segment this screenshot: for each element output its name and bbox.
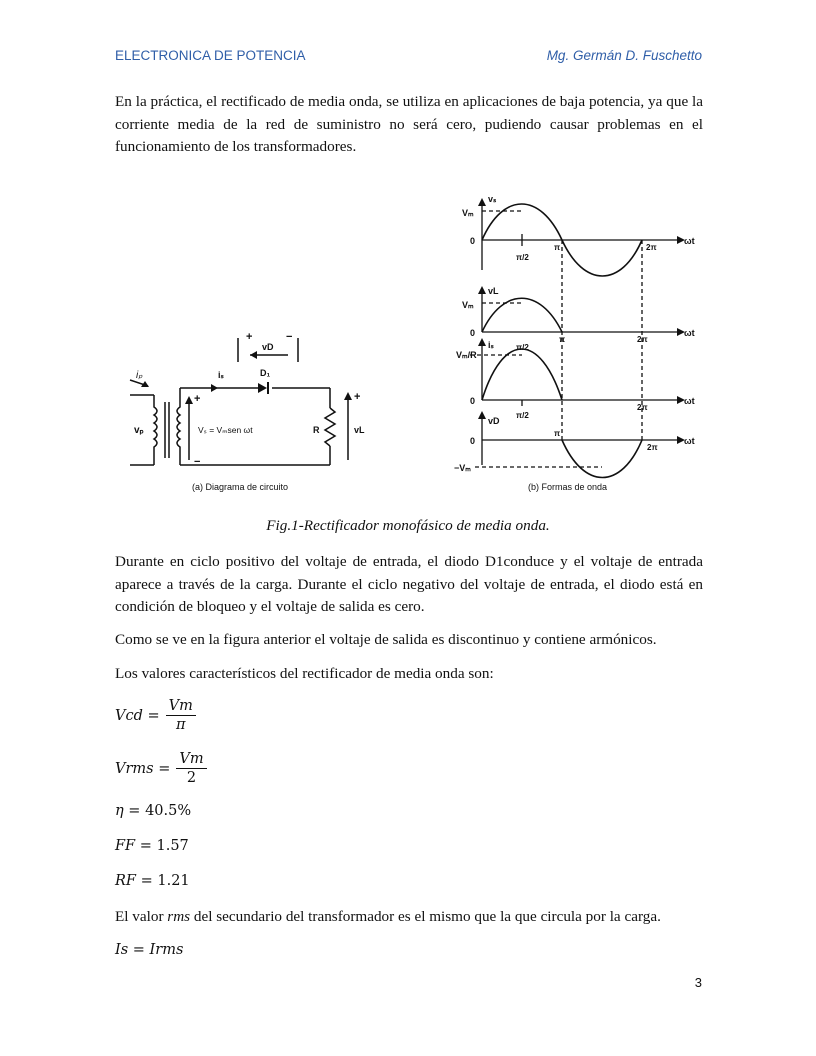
zero-label-3: 0	[470, 396, 476, 406]
paragraph-characteristics: Los valores característicos del rectificador de media onda son:	[115, 665, 494, 682]
vl-axis-label: vL	[488, 286, 499, 296]
vd-label: vD	[262, 342, 274, 352]
page-number: 3	[694, 975, 702, 990]
ff-lhs: FF =	[115, 838, 152, 854]
zero-label-4: 0	[470, 436, 476, 446]
equation-vcd	[115, 698, 196, 733]
pi-half-label-1: π/2	[516, 253, 529, 262]
vrms-lhs: Vrms =	[115, 760, 171, 777]
eta-value: 40.5%	[145, 803, 192, 819]
header-title: ELECTRONICA DE POTENCIA	[115, 48, 306, 63]
diode-symbol	[258, 383, 267, 393]
intro-paragraph: En la práctica, el rectificado de media onda, se utiliza en aplicaciones de baja potencia, ya que la corriente media de la red de suministro no será cero, pudiendo causar problemas en el funcionamiento de los transformadores.	[115, 93, 703, 155]
is-wave	[482, 349, 562, 400]
vl-plus: +	[354, 391, 361, 403]
two-pi-label-4: 2π	[647, 443, 658, 452]
waves-caption: (b) Formas de onda	[528, 482, 608, 492]
wt-label-4: ωt	[684, 436, 695, 446]
circuit-diagram	[130, 338, 348, 465]
two-pi-label-3: 2π	[637, 403, 648, 412]
vd-minus: −	[286, 331, 293, 343]
vrms-numerator: Vm	[176, 751, 206, 769]
ff-value: 1.57	[156, 838, 189, 854]
vcd-fraction	[166, 698, 196, 733]
vl-label: vL	[354, 425, 365, 435]
figure-caption: Fig.1-Rectificador monofásico de media onda.	[266, 517, 550, 534]
pi-label-4: π	[554, 429, 561, 438]
wt-label-1: ωt	[684, 236, 695, 246]
paragraph-harmonics: Como se ve en la figura anterior el voltaje de salida es discontinuo y contiene armónicos.	[115, 631, 657, 648]
rf-lhs: RF =	[115, 873, 153, 889]
vs-minus: −	[194, 456, 201, 468]
vp-label: vₚ	[134, 425, 144, 436]
vd-wave	[562, 440, 642, 478]
vs-plus: +	[194, 393, 201, 405]
vs-equation: Vₛ = Vₘsen ωt	[198, 425, 253, 435]
equation-eta	[115, 803, 191, 819]
equation-ff	[115, 838, 189, 854]
paragraph-rms	[115, 906, 703, 929]
is-axis-label: iₛ	[488, 340, 494, 350]
two-pi-label-2: 2π	[637, 335, 648, 344]
pi-half-label-3: π/2	[516, 411, 529, 420]
vd-axis-label: vD	[488, 416, 500, 426]
d1-label: D₁	[260, 368, 271, 378]
vrms-fraction	[176, 751, 206, 786]
rms-italic: rms	[167, 908, 191, 925]
vcd-lhs: Vcd =	[115, 707, 160, 724]
pi-label-1: π	[554, 243, 561, 252]
is-label: iₛ	[218, 370, 224, 380]
vm-r-label: Vₘ/R	[456, 350, 477, 360]
zero-label-1: 0	[470, 236, 476, 246]
vd-plus: +	[246, 331, 253, 343]
paragraph-operation: Durante en ciclo positivo del voltaje de entrada, el diodo D1conduce y el voltaje de entrada aparece a través de la carga. Durante el ciclo negativo del voltaje de entrada, el diodo está en condición de bloqueo y el voltaje de salida es cero.	[115, 553, 703, 615]
eta-lhs: η =	[115, 803, 141, 819]
equation-rf	[115, 873, 190, 889]
vcd-numerator: Vm	[166, 698, 196, 716]
header-author: Mg. Germán D. Fuschetto	[546, 48, 702, 63]
vcd-denominator: π	[175, 717, 186, 733]
ip-label: iₚ	[136, 370, 143, 381]
two-pi-label-1: 2π	[646, 243, 657, 252]
equation-vrms	[115, 751, 207, 786]
rms-text-after: del secundario del transformador es el mismo que la que circula por la carga.	[190, 908, 661, 925]
r-label: R	[313, 425, 320, 435]
rms-text-before: El valor	[115, 908, 168, 925]
wt-label-2: ωt	[684, 328, 695, 338]
vs-axis-label: vₛ	[488, 194, 497, 204]
rf-value: 1.21	[157, 873, 190, 889]
neg-vm-label: −Vₘ	[454, 463, 471, 473]
pi-label-2: π	[559, 335, 566, 344]
rectifier-figure	[110, 190, 710, 500]
wt-label-3: ωt	[684, 396, 695, 406]
resistor	[325, 408, 335, 446]
primary-winding	[154, 395, 157, 465]
vm-label-1: Vₘ	[462, 208, 474, 218]
circuit-caption: (a) Diagrama de circuito	[192, 482, 289, 492]
vm-label-2: Vₘ	[462, 300, 474, 310]
vl-wave	[482, 298, 562, 332]
equation-is: Is = Irms	[115, 942, 184, 958]
vrms-denominator: 2	[186, 770, 197, 786]
secondary-winding	[177, 388, 180, 465]
zero-label-2: 0	[470, 328, 476, 338]
pi-half-label-2: π/2	[516, 343, 529, 352]
